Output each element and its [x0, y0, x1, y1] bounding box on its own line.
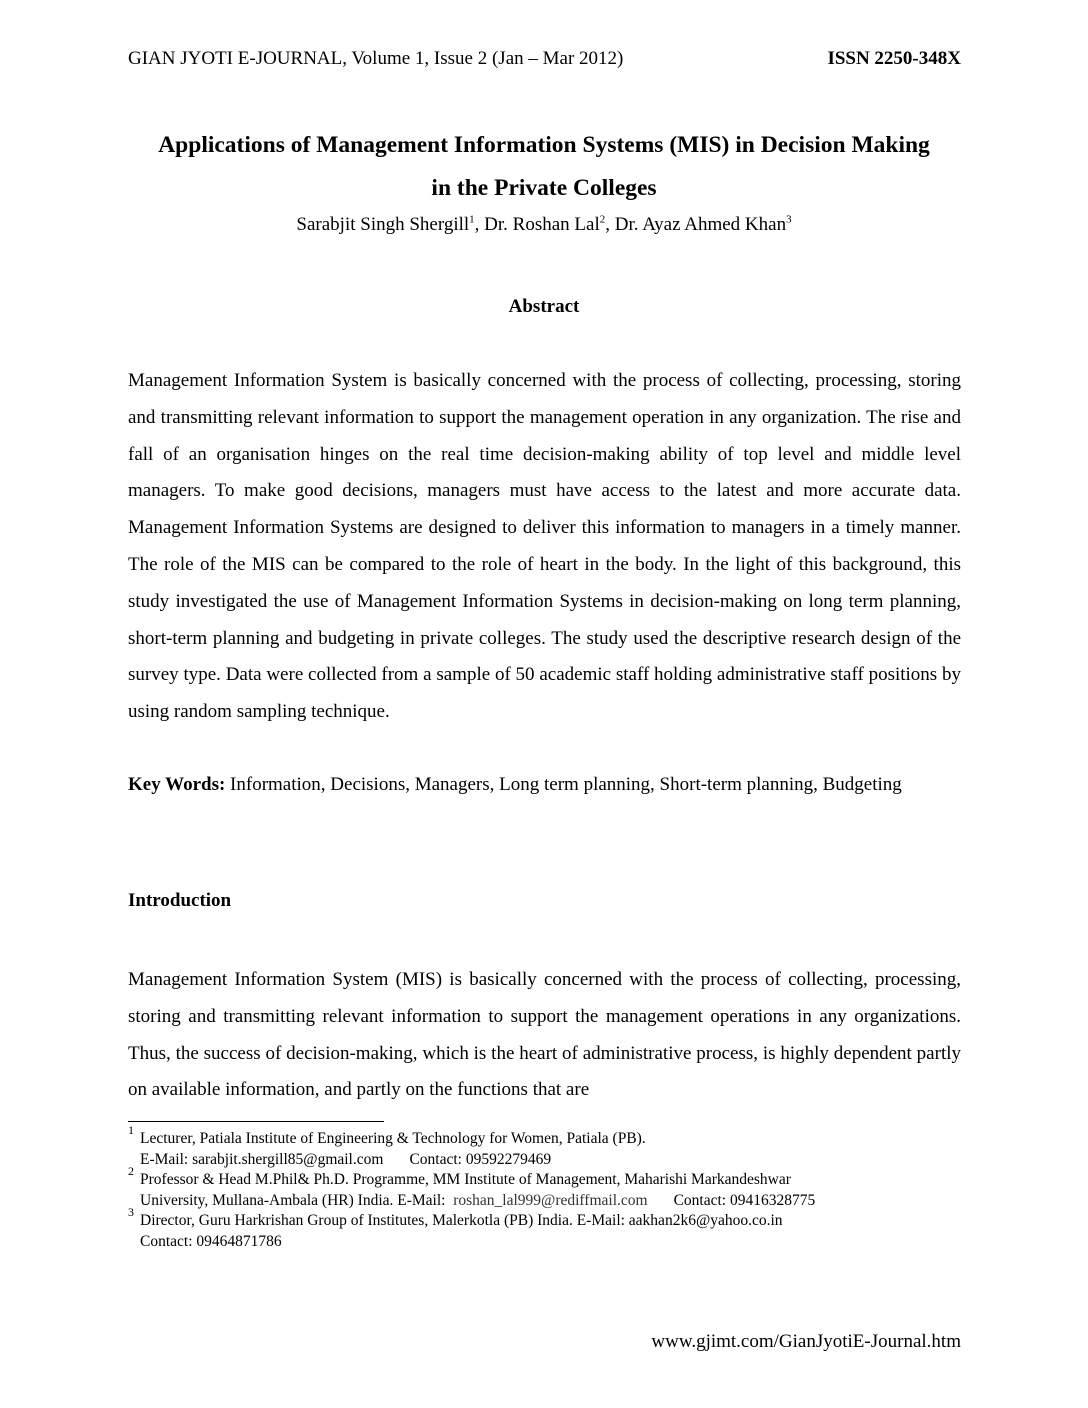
footnote-contact: Contact: 09416328775	[673, 1191, 816, 1209]
issn-label: ISSN 2250-348X	[827, 48, 961, 69]
keywords-list: Information, Decisions, Managers, Long term planning, Short-term planning, Budgeting	[230, 774, 902, 795]
footnote-affiliation-cont: University, Mullana-Ambala (HR) India. E-Mail:	[140, 1191, 446, 1209]
author-footnote-mark[interactable]: 1	[469, 213, 475, 226]
footnote-1	[128, 1123, 968, 1170]
footnote-email[interactable]: E-Mail: sarabjit.shergill85@gmail.com	[140, 1150, 384, 1168]
keywords-paragraph	[128, 767, 961, 804]
title-line-1: Applications of Management Information Systems (MIS) in Decision Making	[158, 132, 930, 158]
introduction-heading: Introduction	[128, 890, 232, 911]
footnote-affiliation: Professor & Head M.Phil& Ph.D. Programme, MM Institute of Management, Maharishi Markandeshwar	[140, 1171, 791, 1188]
footnote-3	[128, 1205, 968, 1252]
footnote-number: 3	[128, 1205, 134, 1219]
footnote-separator	[128, 1121, 384, 1122]
footnote-affiliation: Director, Guru Harkrishan Group of Institutes, Malerkotla (PB) India. E-Mail: aakhan2k6@yahoo.co.in	[140, 1212, 783, 1229]
footnote-contact: Contact: 09592279469	[409, 1150, 552, 1168]
abstract-paragraph: Management Information System is basically concerned with the process of collecting, processing, storing and transmitting relevant information to support the management operation in any organization. The rise and fall of an organisation hinges on the real time decision-making ability of top level and middle level managers. To make good decisions, managers must have access to the latest and more accurate data. Management Information Systems are designed to deliver this information to managers in a timely manner. The role of the MIS can be compared to the role of heart in the body. In the light of this background, this study investigated the use of Management Information Systems in decision-making on long term planning, short-term planning and budgeting in private colleges. The study used the descriptive research design of the survey type. Data were collected from a sample of 50 academic staff holding administrative staff positions by using random sampling technique.	[128, 370, 961, 723]
paper-title	[100, 124, 988, 210]
author-footnote-mark[interactable]: 2	[599, 213, 606, 226]
author-name: Dr. Roshan Lal	[484, 214, 600, 235]
footnote-affiliation: Lecturer, Patiala Institute of Engineering & Technology for Women, Patiala (PB).	[140, 1130, 646, 1147]
author-list: Sarabjit Singh Shergill$^1$, Dr. Roshan Lal$^2$, Dr. Ayaz Ahmed Khan$^3$	[296, 213, 792, 235]
footer-url-link[interactable]: www.gjimt.com/GianJyotiE-Journal.htm	[651, 1331, 961, 1352]
introduction-paragraph: Management Information System (MIS) is basically concerned with the process of collecting, processing, storing and transmitting relevant information to support the management operations in any organizations. Thus, the success of decision-making, which is the heart of administrative process, is highly dependent partly on available information, and partly on the functions that are	[128, 969, 961, 1101]
abstract-heading: Abstract	[508, 296, 580, 317]
keywords-label: Key Words:	[128, 774, 226, 795]
title-line-2: in the Private Colleges	[431, 175, 657, 201]
author-footnote-mark[interactable]: 3	[786, 213, 792, 226]
journal-citation: GIAN JYOTI E-JOURNAL, Volume 1, Issue 2 (Jan – Mar 2012)	[128, 48, 624, 69]
footnote-contact: Contact: 09464871786	[140, 1232, 282, 1250]
author-name: Sarabjit Singh Shergill	[296, 214, 470, 235]
footnote-number: 1	[128, 1123, 134, 1137]
footnote-2	[128, 1164, 968, 1211]
footnote-email[interactable]: roshan_lal999@rediffmail.com	[453, 1191, 648, 1209]
footnote-number: 2	[128, 1164, 134, 1178]
footnotes	[128, 1123, 968, 1252]
author-name: Dr. Ayaz Ahmed Khan	[614, 214, 787, 235]
